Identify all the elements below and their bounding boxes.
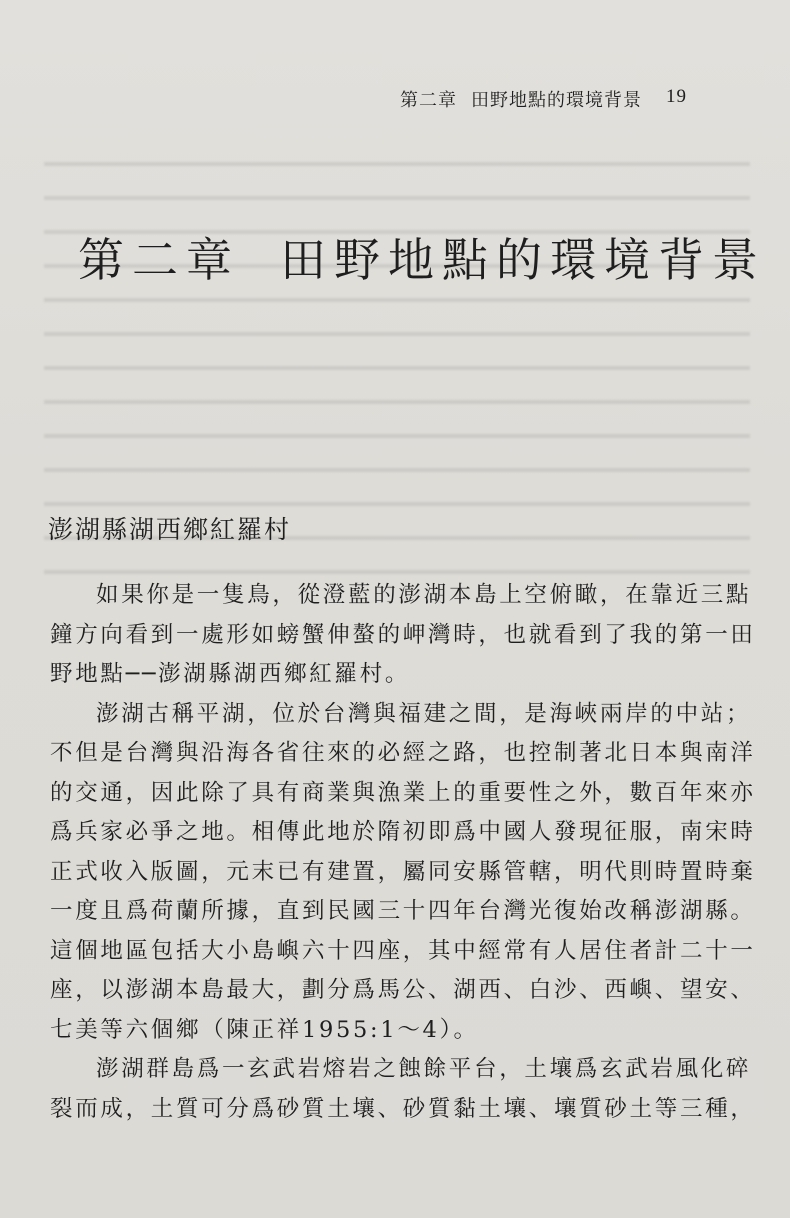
running-header (400, 86, 718, 112)
paragraph-1-line: 如果你是一隻鳥，從澄藍的澎湖本島上空俯瞰，在靠近三點 (96, 582, 752, 608)
running-header-chapter: 第二章 (400, 90, 457, 111)
paragraph-2-line: 澎湖古稱平湖，位於台灣與福建之間，是海峽兩岸的中站； (96, 700, 752, 727)
paragraph-2-line: 正式收入版圖，元末已有建置，屬同安縣管轄，明代則時置時棄 (50, 858, 756, 885)
paragraph-2-line: 座，以澎湖本島最大，劃分爲馬公、湖西、白沙、西嶼、望安、 (50, 977, 756, 1003)
paragraph-2-line: 一度且爲荷蘭所據，直到民國三十四年台灣光復始改稱澎湖縣。 (50, 898, 756, 924)
chapter-number: 第二章 (78, 233, 240, 287)
section-heading: 澎湖縣湖西鄉紅羅村 (48, 515, 292, 544)
paragraph-3-line: 澎湖群島爲一玄武岩熔岩之蝕餘平台，土壤爲玄武岩風化碎 (96, 1056, 752, 1082)
paragraph-2-line: 這個地區包括大小島嶼六十四座，其中經常有人居住者計二十一 (50, 937, 756, 964)
paragraph-2-line: 爲兵家必爭之地。相傳此地於隋初即爲中國人發現征服，南宋時 (50, 819, 756, 845)
paragraph-2-line: 七美等六個鄉（陳正祥1955:1～4）。 (50, 1016, 479, 1043)
body-text (50, 576, 756, 1129)
page-number: 19 (666, 86, 687, 107)
running-header-title: 田野地點的環境背景 (471, 90, 642, 111)
paragraph-2-line: 的交通，因此除了具有商業與漁業上的重要性之外，數百年來亦 (50, 779, 756, 806)
paragraph-1-line: 野地點──澎湖縣湖西鄉紅羅村。 (50, 661, 411, 687)
paragraph-2-line: 不但是台灣與沿海各省往來的必經之路，也控制著北日本與南洋 (50, 740, 756, 766)
chapter-name: 田野地點的環境背景 (280, 233, 766, 287)
paragraph-1-line: 鐘方向看到一處形如螃蟹伸螯的岬灣時，也就看到了我的第一田 (50, 621, 756, 648)
chapter-title (78, 224, 766, 290)
paragraph-3-line: 裂而成，土質可分爲砂質土壤、砂質黏土壤、壤質砂土等三種， (50, 1095, 756, 1122)
